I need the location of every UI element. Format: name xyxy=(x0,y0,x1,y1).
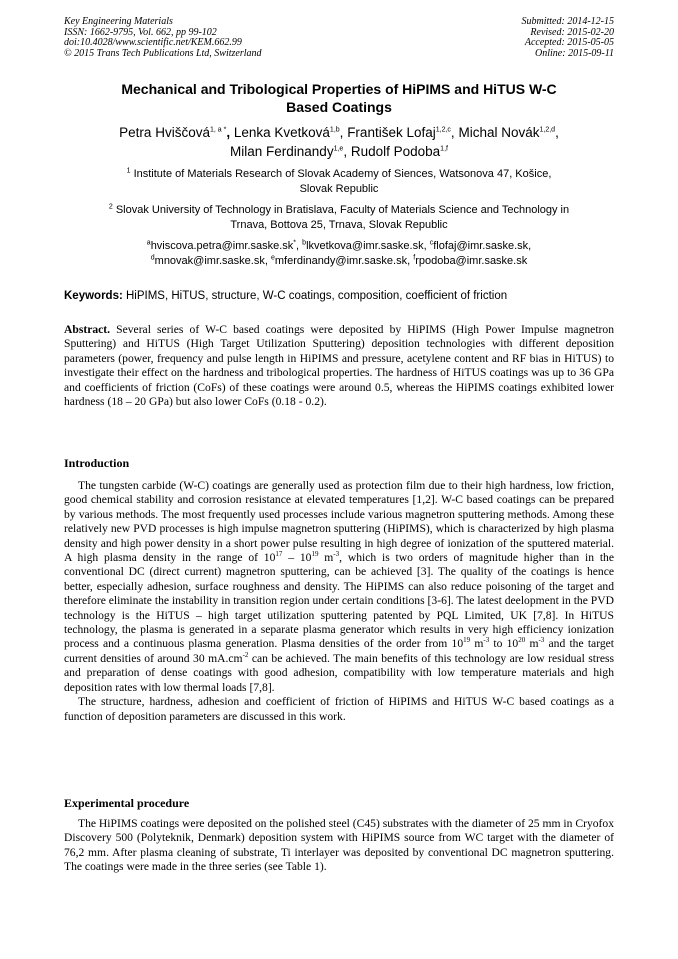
introduction-paragraph-2: The structure, hardness, adhesion and coefficient of friction of HiPIMS and HiTUS W-C based coatings as a function of deposition parameters are discussed in this work. xyxy=(64,695,614,723)
author-affiliation-mark: 1,f xyxy=(440,145,448,153)
experimental-paragraph-1: The HiPIMS coatings were deposited on the polished steel (C45) substrates with the diameter of 25 mm in Cryofox Discovery 500 (Polyteknik, Denmark) deposition system with HiPIMS source from WC target with the diameter of 76,2 mm. After plasma cleaning of substrate, Ti interlayer was deposited by conventional DC magnetron sputtering. The coatings were made in the three series (see Table 1). xyxy=(64,817,614,874)
email-link[interactable]: hviscova.petra@imr.saske.sk xyxy=(150,240,294,252)
journal-copyright: © 2015 Trans Tech Publications Ltd, Switzerland xyxy=(64,47,262,59)
author-line-2 xyxy=(56,142,622,161)
date-revised: Revised: 2015-02-20 xyxy=(530,26,614,38)
journal-doi: doi:10.4028/www.scientific.net/KEM.662.99 xyxy=(64,37,242,49)
paper-title xyxy=(64,80,614,116)
email-link[interactable]: flofaj@imr.saske.sk xyxy=(433,240,529,252)
journal-name: Key Engineering Materials xyxy=(64,16,173,27)
author-emails xyxy=(64,239,614,268)
author-name: Petra Hviščová xyxy=(119,125,210,140)
author-affiliation-mark: 1,2,c xyxy=(435,126,451,134)
section-heading-experimental: Experimental procedure xyxy=(64,796,190,810)
date-submitted: Submitted: 2014-12-15 xyxy=(521,16,614,27)
abstract-label: Abstract. xyxy=(64,323,111,336)
abstract xyxy=(64,323,614,409)
author-separator: , xyxy=(226,125,231,140)
email-separator: , xyxy=(264,254,268,267)
affiliation-text: Trnava, Bottova 25, Trnava, Slovak Republic xyxy=(230,219,448,231)
email-link[interactable]: lkvetkova@imr.saske.sk xyxy=(306,240,424,252)
keywords-text: HiPIMS, HiTUS, structure, W-C coatings, composition, coefficient of friction xyxy=(122,290,508,302)
journal-header-right xyxy=(522,17,615,59)
email-separator: , xyxy=(296,240,300,252)
journal-header-left xyxy=(64,17,262,59)
email-mark: d xyxy=(150,253,155,261)
email-separator: , xyxy=(423,240,427,252)
author-name: Milan Ferdinandy xyxy=(230,144,334,159)
author-name: František Lofaj xyxy=(347,125,436,140)
author-separator: , xyxy=(450,125,455,140)
paper-title-line-1: Mechanical and Tribological Properties of HiPIMS and HiTUS W-C xyxy=(121,81,557,97)
author-affiliation-mark: 1,b xyxy=(329,126,340,134)
author-separator: , xyxy=(339,125,344,140)
email-link[interactable]: mnovak@imr.saske.sk xyxy=(154,254,265,267)
date-accepted: Accepted: 2015-05-05 xyxy=(524,37,614,49)
corresponding-mark: * xyxy=(293,239,297,247)
paper-title-line-2: Based Coatings xyxy=(286,99,392,115)
author-name: Michal Novák xyxy=(458,125,540,140)
journal-issn: ISSN: 1662-9795, Vol. 662, pp 99-102 xyxy=(64,26,217,38)
introduction-paragraph-1: The tungsten carbide (W-C) coatings are generally used as protection film due to their high hardness, low friction, good chemical stability and corrosion resistance at elevated temperatures [1,2]. W-C based coatings can be prepared by various methods. The most frequently used processes include various magnetron sputtering methods. Among these relatively new PVD processes is high impulse magnetron sputtering (HiPIMS), which is characterized by high plasma density and high power density in a short power pulse resulting in high degree of ionization of the sputtered material. A high plasma density in the range of $10^{17} - 10^{19}$ $m^{-3}$, which is two orders of magnitude higher than in the conventional DC (direct current) magnetron sputtering, can be achieved [3]. The quality of the coatings is hence better, especially adhesion, surface roughness and density. The HiPIMS can also reduce poisoning of the target and therefore eliminate the instability in transition region under certain conditions [3-6]. The latest deelopment in the PVD technology is the HiTUS – high target utilization sputtering patented by PQL Limited, UK [7,8]. In HiTUS technology, the plasma is generated in a separate plasma generator which results in very high efficiency ionization process and a continuous plasma generation. Plasma densities of the order from $10^{19}$ $m^{-3}$ to $10^{20}$ $m^{-3}$ and the target current densities of around 30 $mA.cm^{-2}$ can be achieved. The main benefits of this technology are low residual stress and preparation of dense coatings with good adhesion, compatibility with low temperature materials and high deposition rates with low thermal loads [7,8]. xyxy=(64,479,615,694)
author-name: Rudolf Podoba xyxy=(350,144,441,159)
abstract-text: Several series of W-C based coatings were deposited by HiPIMS (High Power Impulse magnetron Sputtering) and HiTUS (High Target Utilization Sputtering) deposition technologies with different deposition parameters (power, frequency and pulse length in HiPIMS and pressure, acetylene content and RF bias in HiTUS) to investigate their effect on the hardness and tribological properties. The hardness of HiTUS coatings was up to 36 GPa and coefficients of friction (CoFs) of these coatings were around 0.5, whereas the HiPIMS coatings exhibited lower hardness (18 – 20 GPa) but also lower CoFs (0.18 - 0.2). xyxy=(64,323,614,409)
affiliation-2 xyxy=(64,203,614,233)
keywords xyxy=(64,289,614,303)
affiliation-number: 1 xyxy=(126,167,131,175)
email-mark: b xyxy=(302,239,307,247)
experimental-body xyxy=(64,817,614,875)
keywords-label: Keywords: xyxy=(64,290,123,302)
email-link[interactable]: rpodoba@imr.saske.sk xyxy=(415,254,528,267)
author-list xyxy=(56,123,622,161)
email-link[interactable]: mferdinandy@imr.saske.sk xyxy=(274,254,408,267)
affiliation-number: 2 xyxy=(108,203,113,211)
email-separator: , xyxy=(528,240,532,252)
author-separator: , xyxy=(343,144,348,159)
affiliation-text: Institute of Materials Research of Slovak Academy of Siences, Watsonova 47, Košice, xyxy=(133,168,552,180)
email-mark: c xyxy=(429,239,434,247)
author-affiliation-mark: 1,e xyxy=(333,145,344,153)
introduction-body xyxy=(64,479,614,724)
email-mark: e xyxy=(270,253,275,261)
date-online: Online: 2015-09-11 xyxy=(535,47,614,59)
email-mark: a xyxy=(146,239,151,247)
author-line-1 xyxy=(56,123,622,142)
email-mark: f xyxy=(413,253,416,261)
section-heading-introduction: Introduction xyxy=(64,456,130,470)
affiliation-text: Slovak University of Technology in Bratislava, Faculty of Materials Science and Technology in xyxy=(115,204,570,216)
author-affiliation-mark: 1, a * xyxy=(209,126,227,134)
affiliation-text: Slovak Republic xyxy=(299,183,379,195)
author-name: Lenka Kvetková xyxy=(233,125,330,140)
affiliation-1 xyxy=(64,167,614,197)
author-affiliation-mark: 1,2,d xyxy=(539,126,556,134)
author-separator: , xyxy=(555,125,559,140)
email-separator: , xyxy=(407,254,411,267)
